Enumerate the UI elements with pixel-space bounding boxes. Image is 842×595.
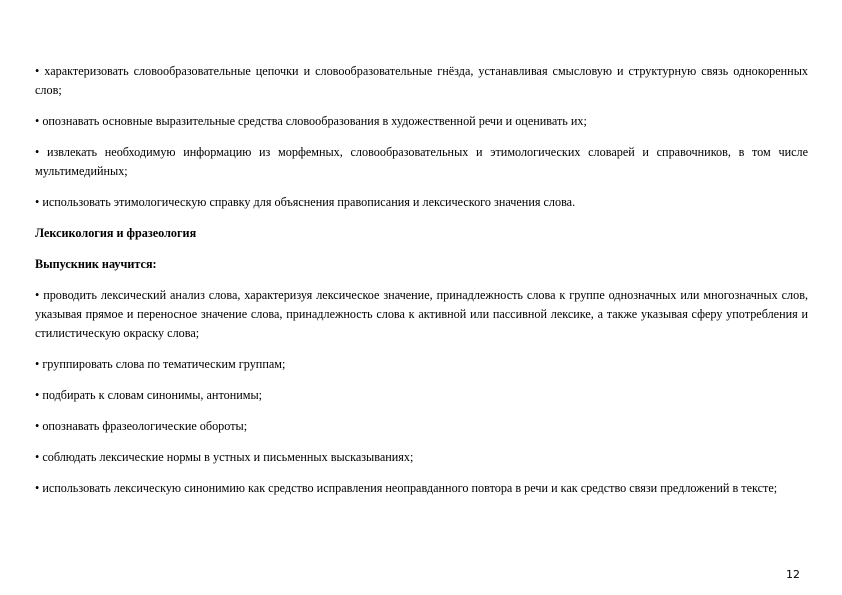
bullet-paragraph: • извлекать необходимую информацию из морфемных, словообразовательных и этимологических словарей и справочников, в том числе мультимедийных;	[35, 145, 808, 178]
document-page	[35, 62, 808, 510]
bullet-paragraph: • опознавать фразеологические обороты;	[35, 419, 248, 433]
bullet-paragraph: • группировать слова по тематическим группам;	[35, 357, 286, 371]
section-heading: Лексикология и фразеология	[35, 226, 197, 240]
bullet-paragraph: • подбирать к словам синонимы, антонимы;	[35, 388, 263, 402]
subsection-heading: Выпускник научится:	[35, 257, 157, 271]
bullet-paragraph: • использовать лексическую синонимию как средство исправления неоправданного повтора в речи и как средство связи предложений в тексте;	[35, 481, 778, 495]
bullet-paragraph: • использовать этимологическую справку для объяснения правописания и лексического значения слова.	[35, 195, 576, 209]
page-number: 12	[786, 568, 800, 581]
bullet-paragraph: • проводить лексический анализ слова, характеризуя лексическое значение, принадлежность слова к группе однозначных или многозначных слов, указывая прямое и переносное значение слова, принадлежность слова к активной или пассивной лексике, а также указывая сферу употребления и стилистическую окраску слова;	[35, 288, 808, 340]
bullet-paragraph: • соблюдать лексические нормы в устных и письменных высказываниях;	[35, 450, 414, 464]
bullet-paragraph: • характеризовать словообразовательные цепочки и словообразовательные гнёзда, устанавливая смысловую и структурную связь однокоренных слов;	[35, 64, 808, 97]
bullet-paragraph: • опознавать основные выразительные средства словообразования в художественной речи и оценивать их;	[35, 114, 587, 128]
